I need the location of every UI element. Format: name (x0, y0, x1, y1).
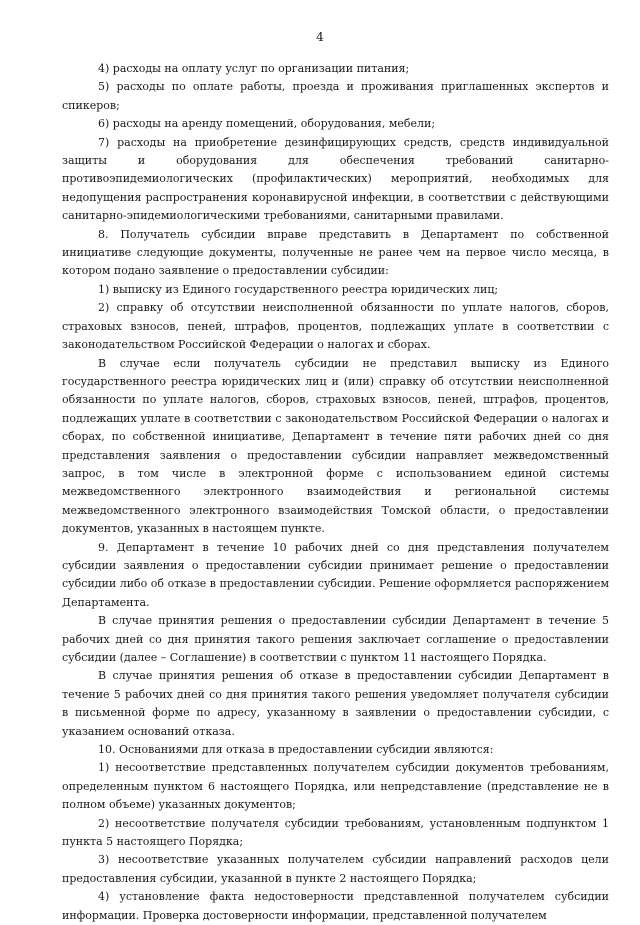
paragraph: 4) установление факта недостоверности представленной получателем субсидии информации. Проверка достоверности информации, представленной получателем (62, 890, 609, 922)
paragraph: 10. Основаниями для отказа в предоставлении субсидии являются: (98, 743, 494, 757)
paragraph: 3) несоответствие указанных получателем субсидии направлений расходов цели предоставления субсидии, указанной в пункте 2 настоящего Порядка; (62, 853, 609, 885)
paragraph: 6) расходы на аренду помещений, оборудования, мебели; (98, 117, 436, 131)
paragraph: 9. Департамент в течение 10 рабочих дней со дня представления получателем субсидии заявления о предоставлении субсидии принимает решение о предоставлении субсидии либо об отказе в предоставлении субсидии. Решение оформляется распоряжением Департамента. (62, 540, 609, 609)
paragraph: 5) расходы по оплате работы, проезда и проживания приглашенных экспертов и спикеров; (62, 80, 609, 112)
paragraph: 7) расходы на приобретение дезинфицирующих средств, средств индивидуальной защиты и оборудования для обеспечения требований санитарно-противоэпидемиологических (профилактических) мероприятий, необходимых для недопущения распространения коронавирусной инфекции, в соответствии с действующими санитарно-эпидемиологическими требованиями, санитарными правилами. (62, 135, 609, 223)
paragraph: 2) справку об отсутствии неисполненной обязанности по уплате налогов, сборов, страховых взносов, пеней, штрафов, процентов, подлежащих уплате в соответствии с законодательством Российской Федерации о налогах и сборах. (62, 301, 609, 352)
paragraph: В случае принятия решения о предоставлении субсидии Департамент в течение 5 рабочих дней со дня принятия такого решения заключает соглашение о предоставлении субсидии (далее – Соглашение) в соответствии с пунктом 11 настоящего Порядка. (62, 614, 609, 664)
paragraph: 1) несоответствие представленных получателем субсидии документов требованиям, определенным пунктом 6 настоящего Порядка, или непредставление (представление не в полном объеме) указанных документов; (62, 761, 609, 812)
paragraph: 1) выписку из Единого государственного реестра юридических лиц; (98, 282, 499, 296)
paragraph: 4) расходы на оплату услуг по организации питания; (98, 62, 410, 75)
paragraph: В случае если получатель субсидии не представил выписку из Единого государственного реестра юридических лиц и (или) справку об отсутствии неисполненной обязанности по уплате налогов, сборов, страховых взносов, пеней, штрафов, процентов, подлежащих уплате в соответствии с законодательством Российской Федерации о налогах и сборах, по собственной инициативе, Департамент в течение пяти рабочих дней со дня представления заявления о предоставлении субсидии направляет межведомственный запрос, в том числе в электронной форме с использованием единой системы межведомственного электронного взаимодействия и региональной системы межведомственного электронного взаимодействия Томской области, о предоставлении документов, указанных в настоящем пункте. (62, 356, 609, 536)
paragraph: 2) несоответствие получателя субсидии требованиям, установленным подпунктом 1 пункта 5 настоящего Порядка; (62, 816, 609, 849)
paragraph: 8. Получатель субсидии вправе представить в Департамент по собственной инициативе следующие документы, полученные не ранее чем на первое число месяца, в котором подано заявление о предоставлении субсидии: (62, 227, 609, 278)
paragraph: В случае принятия решения об отказе в предоставлении субсидии Департамент в течение 5 рабочих дней со дня принятия такого решения уведомляет получателя субсидии в письменной форме по адресу, указанному в заявлении о предоставлении субсидии, с указанием оснований отказа. (62, 669, 609, 738)
document-body (62, 60, 609, 925)
page-number: 4 (316, 30, 324, 44)
